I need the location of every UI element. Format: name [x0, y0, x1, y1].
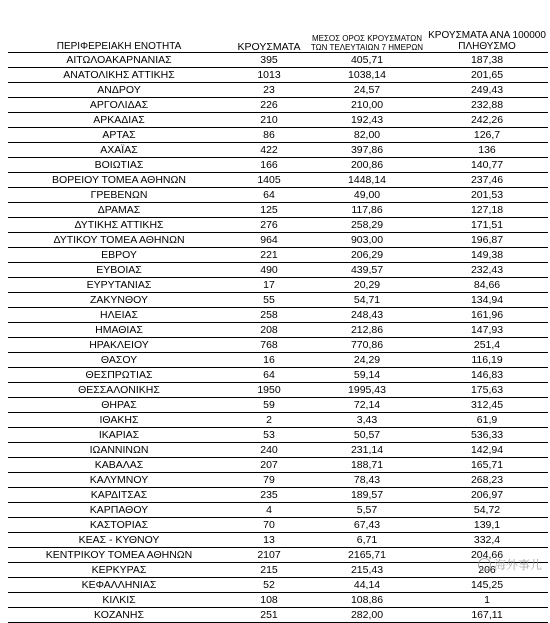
cell-region: ΚΑΒΑΛΑΣ [8, 458, 230, 473]
header-per100k [426, 22, 548, 53]
cell-avg7: 200,86 [308, 158, 426, 173]
table-row [8, 173, 548, 188]
table-row [8, 68, 548, 83]
header-avg7-line2: ΤΩΝ ΤΕΛΕΥΤΑΙΩΝ 7 ΗΜΕΡΩΝ [310, 43, 424, 52]
cell-avg7: 188,71 [308, 458, 426, 473]
table-row [8, 398, 548, 413]
table-row [8, 83, 548, 98]
cell-region: ΑΝΑΤΟΛΙΚΗΣ ΑΤΤΙΚΗΣ [8, 68, 230, 83]
cell-avg7: 24,29 [308, 353, 426, 368]
cell-region: ΕΒΡΟΥ [8, 248, 230, 263]
cell-per100k: 61,9 [426, 413, 548, 428]
table-row [8, 53, 548, 68]
cell-cases: 964 [230, 233, 308, 248]
table-row [8, 263, 548, 278]
cell-cases: 251 [230, 608, 308, 623]
table-row [8, 98, 548, 113]
cell-cases: 422 [230, 143, 308, 158]
cell-region: ΗΛΕΙΑΣ [8, 308, 230, 323]
cell-region: ΚΑΣΤΟΡΙΑΣ [8, 518, 230, 533]
cell-region: ΑΧΑΪΑΣ [8, 143, 230, 158]
table-row [8, 533, 548, 548]
cell-avg7: 1448,14 [308, 173, 426, 188]
cell-per100k: 242,26 [426, 113, 548, 128]
cell-per100k: 312,45 [426, 398, 548, 413]
cell-per100k: 146,83 [426, 368, 548, 383]
cell-per100k: 134,94 [426, 293, 548, 308]
cell-region: ΙΩΑΝΝΙΝΩΝ [8, 443, 230, 458]
cell-region: ΘΑΣΟΥ [8, 353, 230, 368]
table-row [8, 143, 548, 158]
cell-avg7: 258,29 [308, 218, 426, 233]
cell-cases: 4 [230, 503, 308, 518]
cell-region: ΑΡΚΑΔΙΑΣ [8, 113, 230, 128]
header-avg7 [308, 22, 426, 53]
cell-region: ΒΟΡΕΙΟΥ ΤΟΜΕΑ ΑΘΗΝΩΝ [8, 173, 230, 188]
cell-cases: 221 [230, 248, 308, 263]
cell-region: ΕΥΡΥΤΑΝΙΑΣ [8, 278, 230, 293]
cell-cases: 240 [230, 443, 308, 458]
table-row [8, 458, 548, 473]
cell-region: ΔΡΑΜΑΣ [8, 203, 230, 218]
header-per100k-line1: ΚΡΟΥΣΜΑΤΑ ΑΝΑ 100000 [428, 30, 546, 41]
cell-per100k: 206,97 [426, 488, 548, 503]
cell-per100k: 201,53 [426, 188, 548, 203]
table-body [8, 53, 548, 623]
cell-region: ΒΟΙΩΤΙΑΣ [8, 158, 230, 173]
header-avg7-line1: ΜΕΣΟΣ ΟΡΟΣ ΚΡΟΥΣΜΑΤΩΝ [311, 34, 423, 43]
cell-region: ΑΝΔΡΟΥ [8, 83, 230, 98]
cell-avg7: 2165,71 [308, 548, 426, 563]
table-row [8, 323, 548, 338]
cell-cases: 59 [230, 398, 308, 413]
table-row [8, 158, 548, 173]
cell-avg7: 3,43 [308, 413, 426, 428]
cell-cases: 1405 [230, 173, 308, 188]
cell-cases: 276 [230, 218, 308, 233]
cell-region: ΘΕΣΠΡΩΤΙΑΣ [8, 368, 230, 383]
cell-avg7: 210,00 [308, 98, 426, 113]
watermark [478, 556, 542, 573]
cell-avg7: 282,00 [308, 608, 426, 623]
cell-region: ΙΚΑΡΙΑΣ [8, 428, 230, 443]
cell-per100k: 139,1 [426, 518, 548, 533]
cell-cases: 79 [230, 473, 308, 488]
cell-cases: 395 [230, 53, 308, 68]
cell-avg7: 1995,43 [308, 383, 426, 398]
table-row [8, 428, 548, 443]
cell-region: ΘΗΡΑΣ [8, 398, 230, 413]
cell-cases: 258 [230, 308, 308, 323]
cell-region: ΔΥΤΙΚΟΥ ΤΟΜΕΑ ΑΘΗΝΩΝ [8, 233, 230, 248]
cell-per100k: 206 [426, 563, 548, 578]
cell-per100k: 187,38 [426, 53, 548, 68]
cell-cases: 64 [230, 368, 308, 383]
cell-region: ΚΕΡΚΥΡΑΣ [8, 563, 230, 578]
cell-avg7: 108,86 [308, 593, 426, 608]
cell-region: ΘΕΣΣΑΛΟΝΙΚΗΣ [8, 383, 230, 398]
cell-cases: 70 [230, 518, 308, 533]
cell-avg7: 117,86 [308, 203, 426, 218]
table-row [8, 563, 548, 578]
cell-per100k: 145,25 [426, 578, 548, 593]
cell-region: ΖΑΚΥΝΘΟΥ [8, 293, 230, 308]
cell-per100k: 332,4 [426, 533, 548, 548]
cell-region: ΚΕΝΤΡΙΚΟΥ ΤΟΜΕΑ ΑΘΗΝΩΝ [8, 548, 230, 563]
cell-avg7: 215,43 [308, 563, 426, 578]
cell-region: ΔΥΤΙΚΗΣ ΑΤΤΙΚΗΣ [8, 218, 230, 233]
cell-per100k: 204,66 [426, 548, 548, 563]
cell-per100k: 84,66 [426, 278, 548, 293]
cell-region: ΙΘΑΚΗΣ [8, 413, 230, 428]
table-row [8, 413, 548, 428]
header-cases: ΚΡΟΥΣΜΑΤΑ [230, 22, 308, 53]
cell-cases: 125 [230, 203, 308, 218]
cell-per100k: 161,96 [426, 308, 548, 323]
cell-per100k: 140,77 [426, 158, 548, 173]
cell-avg7: 78,43 [308, 473, 426, 488]
cell-per100k: 116,19 [426, 353, 548, 368]
cell-avg7: 189,57 [308, 488, 426, 503]
cell-per100k: 175,63 [426, 383, 548, 398]
table-row [8, 218, 548, 233]
cell-region: ΑΙΤΩΛΟΑΚΑΡΝΑΝΙΑΣ [8, 53, 230, 68]
cell-avg7: 67,43 [308, 518, 426, 533]
cell-avg7: 49,00 [308, 188, 426, 203]
table-row [8, 353, 548, 368]
table-row [8, 503, 548, 518]
cell-cases: 2 [230, 413, 308, 428]
cell-region: ΗΜΑΘΙΑΣ [8, 323, 230, 338]
table-row [8, 548, 548, 563]
cell-per100k: 147,93 [426, 323, 548, 338]
cell-region: ΚΑΛΥΜΝΟΥ [8, 473, 230, 488]
cell-region: ΚΑΡΠΑΘΟΥ [8, 503, 230, 518]
cell-region: ΚΟΖΑΝΗΣ [8, 608, 230, 623]
header-per100k-line2: ΠΛΗΘΥΣΜΟ [458, 41, 516, 52]
table-row [8, 113, 548, 128]
cell-cases: 215 [230, 563, 308, 578]
cell-per100k: 201,65 [426, 68, 548, 83]
cell-region: ΚΕΑΣ - ΚΥΘΝΟΥ [8, 533, 230, 548]
cell-avg7: 770,86 [308, 338, 426, 353]
table-row [8, 128, 548, 143]
watermark-text: 海外事儿 [493, 558, 542, 572]
cell-cases: 23 [230, 83, 308, 98]
cell-region: ΑΡΤΑΣ [8, 128, 230, 143]
cell-avg7: 54,71 [308, 293, 426, 308]
cell-avg7: 82,00 [308, 128, 426, 143]
cell-avg7: 20,29 [308, 278, 426, 293]
cell-avg7: 231,14 [308, 443, 426, 458]
header-region: ΠΕΡΙΦΕΡΕΙΑΚΗ ΕΝΟΤΗΤΑ [8, 22, 230, 53]
cell-avg7: 248,43 [308, 308, 426, 323]
watermark-logo-icon [478, 558, 491, 571]
cell-avg7: 5,57 [308, 503, 426, 518]
cell-cases: 86 [230, 128, 308, 143]
cell-region: ΚΕΦΑΛΛΗΝΙΑΣ [8, 578, 230, 593]
cell-per100k: 237,46 [426, 173, 548, 188]
table-row [8, 338, 548, 353]
cell-cases: 490 [230, 263, 308, 278]
table-row [8, 578, 548, 593]
cell-cases: 210 [230, 113, 308, 128]
table-row [8, 368, 548, 383]
cell-per100k: 126,7 [426, 128, 548, 143]
table-row [8, 443, 548, 458]
cell-cases: 1950 [230, 383, 308, 398]
cell-avg7: 24,57 [308, 83, 426, 98]
table-row [8, 203, 548, 218]
cell-avg7: 397,86 [308, 143, 426, 158]
cell-per100k: 268,23 [426, 473, 548, 488]
cell-cases: 108 [230, 593, 308, 608]
table-row [8, 308, 548, 323]
table-row [8, 518, 548, 533]
cell-region: ΓΡΕΒΕΝΩΝ [8, 188, 230, 203]
cell-cases: 768 [230, 338, 308, 353]
covid-cases-table [8, 22, 548, 623]
cell-cases: 55 [230, 293, 308, 308]
cell-cases: 166 [230, 158, 308, 173]
cell-region: ΑΡΓΟΛΙΔΑΣ [8, 98, 230, 113]
table-row [8, 608, 548, 623]
cell-avg7: 6,71 [308, 533, 426, 548]
cell-per100k: 136 [426, 143, 548, 158]
cell-cases: 226 [230, 98, 308, 113]
cell-region: ΗΡΑΚΛΕΙΟΥ [8, 338, 230, 353]
cell-avg7: 59,14 [308, 368, 426, 383]
cell-per100k: 232,88 [426, 98, 548, 113]
cell-cases: 17 [230, 278, 308, 293]
cell-avg7: 192,43 [308, 113, 426, 128]
cell-cases: 52 [230, 578, 308, 593]
cell-per100k: 171,51 [426, 218, 548, 233]
table-row [8, 278, 548, 293]
table-row [8, 383, 548, 398]
cell-cases: 16 [230, 353, 308, 368]
cell-region: ΚΑΡΔΙΤΣΑΣ [8, 488, 230, 503]
cell-per100k: 127,18 [426, 203, 548, 218]
cell-cases: 235 [230, 488, 308, 503]
cell-per100k: 536,33 [426, 428, 548, 443]
cell-region: ΕΥΒΟΙΑΣ [8, 263, 230, 278]
cell-per100k: 149,38 [426, 248, 548, 263]
cell-per100k: 167,11 [426, 608, 548, 623]
cell-per100k: 54,72 [426, 503, 548, 518]
cell-avg7: 72,14 [308, 398, 426, 413]
cell-avg7: 405,71 [308, 53, 426, 68]
cell-avg7: 44,14 [308, 578, 426, 593]
cell-per100k: 196,87 [426, 233, 548, 248]
table-row [8, 188, 548, 203]
cell-avg7: 212,86 [308, 323, 426, 338]
cell-per100k: 165,71 [426, 458, 548, 473]
table-row [8, 293, 548, 308]
cell-cases: 64 [230, 188, 308, 203]
cell-avg7: 903,00 [308, 233, 426, 248]
cell-cases: 1013 [230, 68, 308, 83]
cell-cases: 2107 [230, 548, 308, 563]
cell-per100k: 249,43 [426, 83, 548, 98]
table-header-row [8, 22, 548, 53]
cell-cases: 208 [230, 323, 308, 338]
table-row [8, 233, 548, 248]
cell-cases: 53 [230, 428, 308, 443]
cell-avg7: 1038,14 [308, 68, 426, 83]
cell-per100k: 142,94 [426, 443, 548, 458]
table-row [8, 248, 548, 263]
table-row [8, 593, 548, 608]
table-row [8, 473, 548, 488]
cell-avg7: 50,57 [308, 428, 426, 443]
table-row [8, 488, 548, 503]
cell-cases: 207 [230, 458, 308, 473]
cell-avg7: 439,57 [308, 263, 426, 278]
cell-per100k: 232,43 [426, 263, 548, 278]
cell-per100k: 251,4 [426, 338, 548, 353]
cell-avg7: 206,29 [308, 248, 426, 263]
cell-per100k: 1 [426, 593, 548, 608]
cell-region: ΚΙΛΚΙΣ [8, 593, 230, 608]
cell-cases: 13 [230, 533, 308, 548]
